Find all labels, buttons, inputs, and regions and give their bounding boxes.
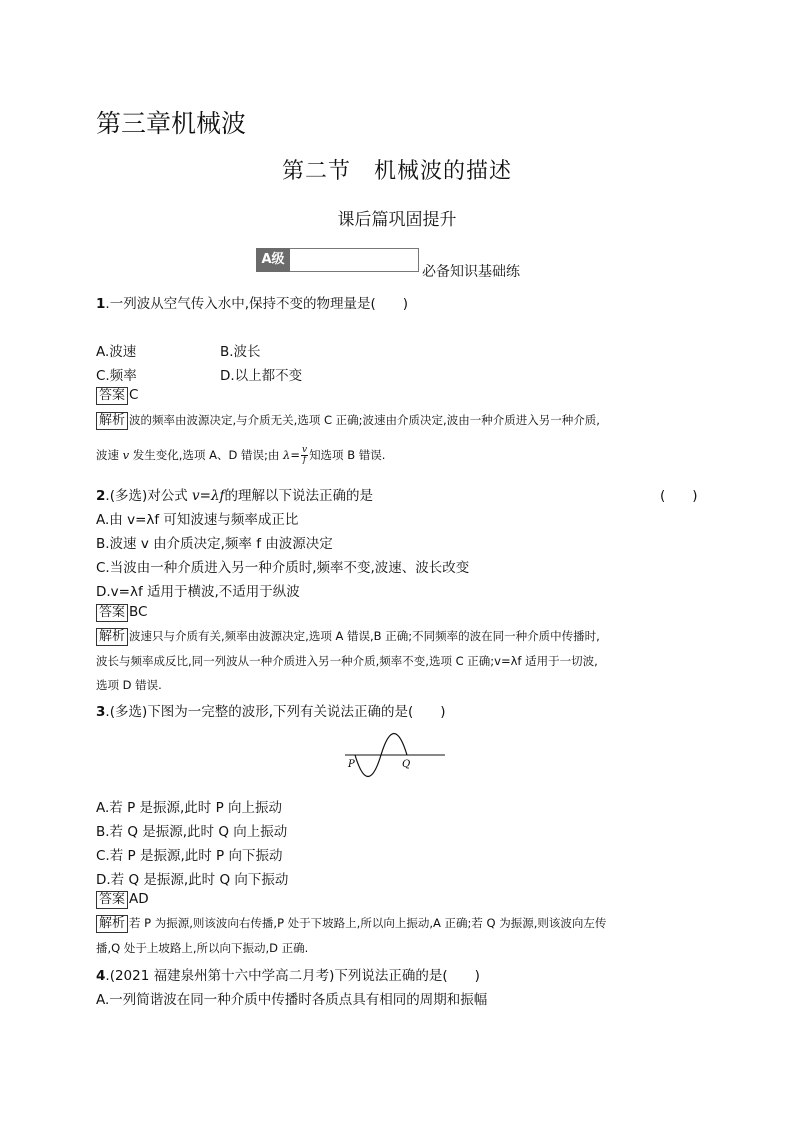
q3-label-q: Q [402, 759, 411, 770]
q1-analysis-lambda: λ [283, 448, 291, 462]
q1-option-a: A.波速 [96, 344, 137, 360]
q1-analysis-eq: = [290, 448, 300, 462]
q4-number: 4 [96, 968, 106, 984]
q1-answer-value: C [129, 387, 139, 403]
q2-formula: v=λf [192, 488, 225, 504]
q3-stem [96, 700, 446, 720]
q2-answer-value: BC [129, 604, 148, 620]
q2-number: 2 [96, 488, 106, 504]
q2-answer [96, 604, 147, 622]
q4-stem-text: .(2021 福建泉州第十六中学高二月考)下列说法正确的是( ) [105, 968, 480, 984]
q3-option-c: C.若 P 是振源,此时 P 向下振动 [96, 848, 283, 864]
fraction-numerator: v [301, 445, 308, 455]
q2-stem [96, 484, 373, 504]
answer-tag: 答案 [96, 891, 128, 909]
q3-answer-value: AD [129, 891, 149, 907]
q2-stem-a: .(多选)对公式 [105, 488, 193, 504]
answer-tag: 答案 [96, 387, 128, 405]
q2-analysis-line3: 选项 D 错误. [96, 678, 162, 692]
q2-analysis-text1: 波速只与介质有关,频率由波源决定,选项 A 错误,B 正确;不同频率的波在同一种介质中传播时, [129, 629, 600, 643]
q3-analysis-line2: 播,Q 处于上坡路上,所以向下振动,D 正确. [96, 941, 309, 955]
q2-paren: ( ) [660, 488, 698, 504]
q1-number: 1 [96, 296, 106, 312]
q1-analysis-text1: 波的频率由波源决定,与介质无关,选项 C 正确;波速由介质决定,波由一种介质进入另一种介质, [129, 413, 600, 427]
q2-option-d: D.v=λf 适用于横波,不适用于纵波 [96, 584, 300, 600]
q2-analysis-line1 [96, 628, 600, 646]
q2-option-b: B.波速 v 由介质决定,频率 f 由波源决定 [96, 536, 333, 552]
answer-tag: 答案 [96, 604, 128, 622]
q2-option-c: C.当波由一种介质进入另一种介质时,频率不变,波速、波长改变 [96, 560, 470, 576]
level-box [290, 248, 419, 272]
level-text: 必备知识基础练 [422, 264, 520, 280]
fraction-denominator: f [302, 455, 307, 465]
q3-answer [96, 891, 149, 909]
q1-stem-text: .一列波从空气传入水中,保持不变的物理量是( ) [105, 296, 409, 312]
q1-option-d: D.以上都不变 [220, 368, 303, 384]
q4-option-a: A.一列简谐波在同一种介质中传播时各质点具有相同的周期和振幅 [96, 992, 488, 1008]
q1-analysis-line1 [96, 412, 600, 430]
q1-analysis-line2 [96, 446, 385, 465]
q3-option-d: D.若 Q 是振源,此时 Q 向下振动 [96, 872, 289, 888]
q1-option-b: B.波长 [220, 344, 261, 360]
q3-number: 3 [96, 704, 106, 720]
analysis-tag: 解析 [96, 915, 128, 933]
subtitle: 课后篇巩固提升 [337, 210, 457, 230]
level-badge: A级 [256, 248, 290, 272]
chapter-title: 第三章机械波 [96, 109, 247, 138]
q1-answer [96, 387, 138, 405]
analysis-tag: 解析 [96, 412, 128, 430]
q3-analysis-line1 [96, 915, 606, 933]
q1-analysis-var-v: v [122, 448, 130, 462]
analysis-tag: 解析 [96, 628, 128, 646]
q2-stem-b: 的理解以下说法正确的是 [224, 488, 374, 504]
q3-stem-text: .(多选)下图为一完整的波形,下列有关说法正确的是( ) [105, 704, 446, 720]
q1-analysis-2a: 波速 [96, 448, 123, 462]
q3-option-a: A.若 P 是振源,此时 P 向上振动 [96, 800, 283, 816]
section-title: 第二节 机械波的描述 [281, 159, 512, 184]
q3-waveform-figure [345, 728, 450, 778]
q3-option-b: B.若 Q 是振源,此时 Q 向上振动 [96, 824, 288, 840]
q4-stem [96, 964, 480, 984]
q2-option-a: A.由 v=λf 可知波速与频率成正比 [96, 512, 299, 528]
q1-analysis-fraction [301, 446, 308, 465]
q1-stem [96, 292, 408, 312]
q2-analysis-line2: 波长与频率成反比,同一列波从一种介质进入另一种介质,频率不变,选项 C 正确;v=λf 适用于一切波, [96, 654, 598, 668]
q1-option-c: C.频率 [96, 368, 137, 384]
q1-analysis-2b: 发生变化,选项 A、D 错误;由 [129, 448, 284, 462]
q1-analysis-2c: 知选项 B 错误. [309, 448, 386, 462]
q3-label-p: P [348, 759, 355, 770]
q3-analysis-text1: 若 P 为振源,则该波向右传播,P 处于下坡路上,所以向上振动,A 正确;若 Q 为振源,则该波向左传 [129, 916, 607, 930]
